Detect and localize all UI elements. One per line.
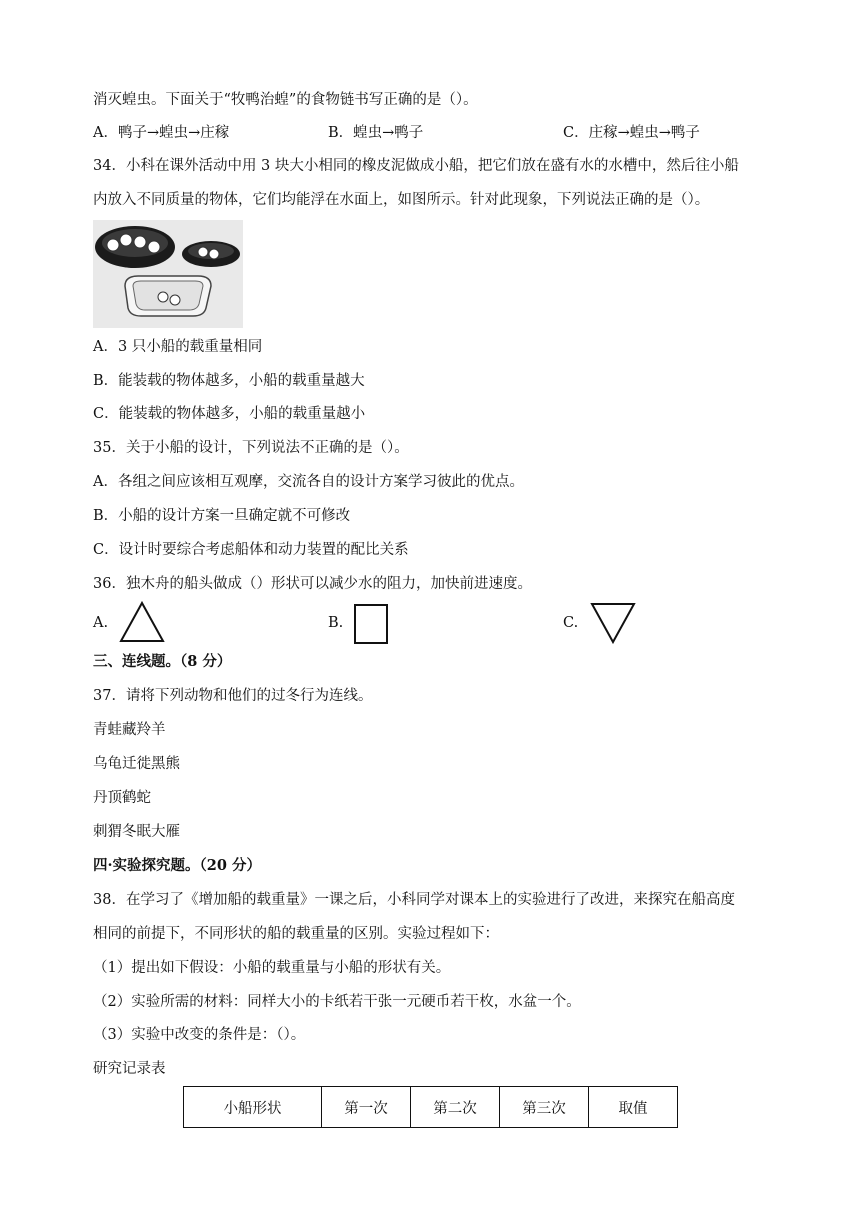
q37-stem: 37．请将下列动物和他们的过冬行为连线。 (93, 688, 373, 704)
matching-item: 乌龟迁徙黑熊 (93, 756, 180, 772)
q38-step-3: （3）实验中改变的条件是：（）。 (93, 1027, 306, 1043)
q35-option-b[interactable]: B．小船的设计方案一旦确定就不可修改 (93, 508, 351, 524)
q36-stem: 36．独木舟的船头做成（）形状可以减少水的阻力，加快前进速度。 (93, 576, 532, 592)
q34-option-a[interactable]: A．3 只小船的载重量相同 (93, 339, 263, 355)
triangle-down-icon[interactable] (589, 601, 637, 645)
q36-option-a-label[interactable]: A. (93, 615, 109, 631)
q38-stem-line1: 38．在学习了《增加船的载重量》一课之后，小科同学对课本上的实验进行了改进，来探究在船高度 (93, 892, 735, 908)
clay-boats-figure (93, 220, 243, 328)
matching-item: 青蛙藏羚羊 (93, 722, 166, 738)
q34-option-b[interactable]: B．能装载的物体越多，小船的载重量越大 (93, 373, 365, 389)
q34-option-c[interactable]: C．能装载的物体越多，小船的载重量越小 (93, 406, 366, 422)
table-header-cell: 小船形状 (184, 1087, 322, 1128)
matching-item: 刺猬冬眠大雁 (93, 824, 180, 840)
q36-option-b-label[interactable]: B. (328, 615, 344, 631)
square-icon[interactable] (353, 603, 389, 645)
q38-step-2: （2）实验所需的材料：同样大小的卡纸若干张一元硬币若干枚，水盆一个。 (93, 994, 581, 1010)
matching-item: 丹顶鹤蛇 (93, 790, 151, 806)
section-3-heading: 三、连线题。（8 分） (93, 653, 232, 670)
table-header-cell: 第一次 (322, 1087, 411, 1128)
table-header-cell: 取值 (589, 1087, 678, 1128)
q35-stem: 35．关于小船的设计，下列说法不正确的是（）。 (93, 440, 409, 456)
table-header-cell: 第二次 (411, 1087, 500, 1128)
table-caption: 研究记录表 (93, 1061, 166, 1077)
q34-stem-line2: 内放入不同质量的物体，它们均能浮在水面上，如图所示。针对此现象，下列说法正确的是（）。 (93, 192, 710, 208)
q38-step-1: （1）提出如下假设：小船的载重量与小船的形状有关。 (93, 960, 451, 976)
q33-options (93, 123, 793, 143)
q38-stem-line2: 相同的前提下，不同形状的船的载重量的区别。实验过程如下： (93, 926, 499, 942)
q36-option-c-label[interactable]: C. (563, 615, 579, 631)
table-header-row (184, 1087, 678, 1128)
table-header-cell: 第三次 (500, 1087, 589, 1128)
q33-option-a[interactable]: A．鸭子→蝗虫→庄稼 (93, 125, 230, 141)
q33-option-c[interactable]: C．庄稼→蝗虫→鸭子 (563, 125, 700, 141)
record-table (183, 1086, 678, 1128)
section-4-heading: 四·实验探究题。（20 分） (93, 857, 262, 874)
triangle-up-icon[interactable] (118, 600, 166, 644)
q35-option-a[interactable]: A．各组之间应该相互观摩，交流各自的设计方案学习彼此的优点。 (93, 474, 524, 490)
q33-stem: 消灭蝗虫。下面关于“牧鸭治蝗”的食物链书写正确的是（）。 (93, 92, 478, 108)
q33-option-b[interactable]: B．蝗虫→鸭子 (328, 125, 424, 141)
q34-stem-line1: 34．小科在课外活动中用 3 块大小相同的橡皮泥做成小船，把它们放在盛有水的水槽中，然后往小船 (93, 158, 739, 174)
q35-option-c[interactable]: C．设计时要综合考虑船体和动力装置的配比关系 (93, 542, 409, 558)
